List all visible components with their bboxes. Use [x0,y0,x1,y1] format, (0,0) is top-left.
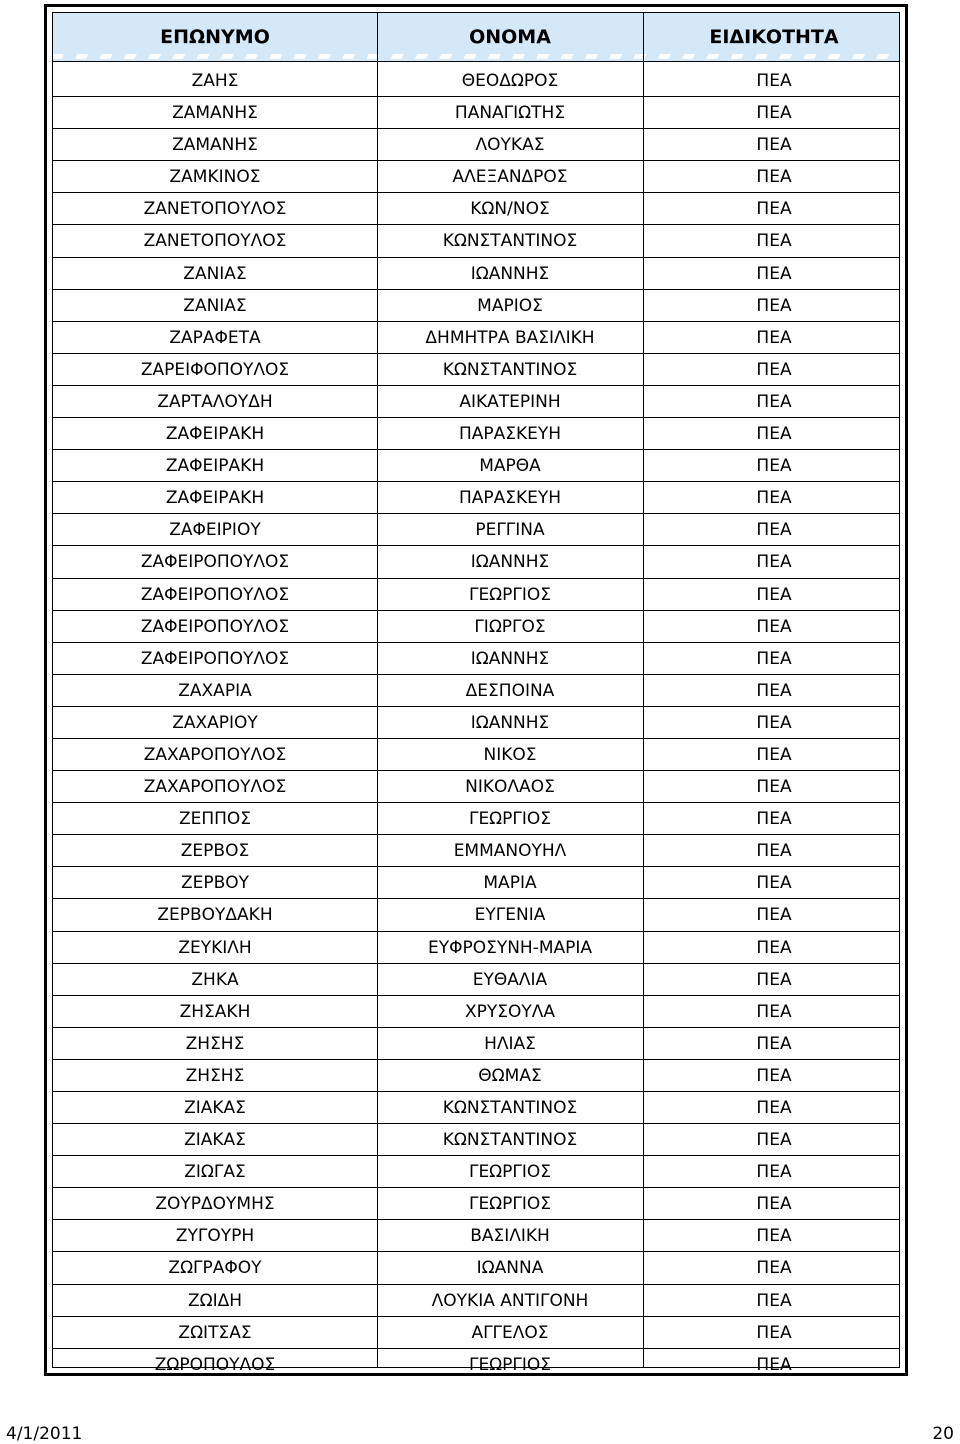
cell-surname: ΖΑΧΑΡΟΠΟΥΛΟΣ [143,777,287,798]
cell-specialty: ΠΕΑ [756,199,792,220]
header-specialty: ΕΙΔΙΚΟΤΗΤΑ [709,26,839,48]
cell-specialty: ΠΕΑ [756,905,792,926]
cell-name: ΓΕΩΡΓΙΟΣ [468,809,552,830]
cell-surname: ΖΑΜΑΝΗΣ [172,103,258,124]
cell-surname: ΖΩΡΟΠΟΥΛΟΣ [154,1354,276,1375]
table-header-row [53,13,899,62]
cell-specialty: ΠΕΑ [756,1258,792,1279]
cell-name: ΔΗΜΗΤΡΑ ΒΑΣΙΛΙΚΗ [425,327,595,348]
cell-name: ΚΩΝΣΤΑΝΤΙΝΟΣ [442,1098,578,1118]
table-row [53,899,899,931]
cell-name: ΗΛΙΑΣ [484,1033,536,1054]
table-row [53,1156,899,1188]
staff-table [44,4,908,1376]
table-row [53,867,899,899]
cell-name: ΕΥΓΕΝΙΑ [474,905,546,926]
cell-specialty: ΠΕΑ [756,1290,792,1311]
cell-name: ΚΩΝΣΤΑΝΤΙΝΟΣ [442,231,578,252]
cell-name: ΑΙΚΑΤΕΡΙΝΗ [459,391,561,412]
table-row [53,386,899,418]
cell-specialty: ΠΕΑ [756,937,792,958]
cell-surname: ΖΑΦΕΙΡΟΠΟΥΛΟΣ [140,648,290,669]
table-row [53,1317,899,1349]
cell-specialty: ΠΕΑ [756,809,792,830]
cell-surname: ΖΩΓΡΑΦΟΥ [168,1258,262,1279]
cell-specialty: ΠΕΑ [756,1226,792,1247]
cell-specialty: ΠΕΑ [756,777,792,798]
page-number: 20 [932,1424,954,1444]
table-row [53,161,899,193]
table-row [53,579,899,611]
table-row [53,611,899,643]
cell-specialty: ΠΕΑ [756,712,792,733]
cell-specialty: ΠΕΑ [756,584,792,605]
header-dashed-stripe [53,54,899,59]
cell-specialty: ΠΕΑ [756,744,792,765]
table-row [53,1252,899,1284]
cell-surname: ΖΑΦΕΙΡΟΠΟΥΛΟΣ [140,552,290,573]
table-row [53,450,899,482]
cell-surname: ΖΑΝΙΑΣ [183,295,247,316]
cell-name: ΜΑΡΘΑ [479,456,541,477]
table-row [53,418,899,450]
cell-surname: ΖΑΗΣ [191,71,239,91]
cell-name: ΓΕΩΡΓΙΟΣ [468,584,552,605]
cell-specialty: ΠΕΑ [756,1322,792,1343]
cell-surname: ΖΗΣΗΣ [185,1065,245,1086]
cell-surname: ΖΗΣΗΣ [185,1033,245,1054]
cell-surname: ΖΥΓΟΥΡΗ [175,1226,255,1247]
cell-specialty: ΠΕΑ [756,295,792,316]
cell-name: ΒΑΣΙΛΙΚΗ [470,1226,550,1247]
cell-specialty: ΠΕΑ [756,873,792,894]
cell-surname: ΖΩΙΔΗ [187,1290,243,1311]
cell-specialty: ΠΕΑ [756,231,792,252]
cell-surname: ΖΑΝΙΑΣ [183,263,247,284]
cell-specialty: ΠΕΑ [756,1130,792,1151]
cell-specialty: ΠΕΑ [756,1194,792,1215]
cell-surname: ΖΕΥΚΙΛΗ [178,937,252,958]
cell-surname: ΖΑΧΑΡΙΑ [178,680,252,701]
cell-name: ΝΙΚΟΣ [483,744,537,765]
header-name: ΟΝΟΜΑ [469,26,551,48]
cell-name: ΙΩΑΝΝΑ [476,1258,544,1279]
cell-surname: ΖΕΡΒΟΣ [180,841,250,862]
table-row [53,1349,899,1381]
cell-specialty: ΠΕΑ [756,424,792,445]
cell-surname: ΖΑΜΚΙΝΟΣ [169,167,261,188]
cell-surname: ΖΑΦΕΙΡΟΠΟΥΛΟΣ [140,584,290,605]
staff-table-inner [52,12,900,1375]
cell-specialty: ΠΕΑ [756,1162,792,1183]
header-surname: ΕΠΩΝΥΜΟ [160,26,270,48]
table-row [53,803,899,835]
table-row [53,835,899,867]
cell-surname: ΖΙΩΓΑΣ [184,1162,246,1183]
table-row [53,482,899,514]
cell-surname: ΖΑΧΑΡΟΠΟΥΛΟΣ [143,744,287,765]
cell-specialty: ΠΕΑ [756,648,792,669]
table-row [53,290,899,322]
cell-name: ΚΩΝΣΤΑΝΤΙΝΟΣ [442,359,578,380]
cell-surname: ΖΑΦΕΙΡΟΠΟΥΛΟΣ [140,616,290,637]
cell-name: ΕΥΘΑΛΙΑ [472,969,548,990]
table-row [53,354,899,386]
cell-surname: ΖΑΦΕΙΡΑΚΗ [165,424,265,445]
cell-name: ΙΩΑΝΝΗΣ [470,648,550,669]
cell-name: ΚΩΝ/ΝΟΣ [470,199,550,220]
cell-specialty: ΠΕΑ [756,680,792,701]
table-row [53,707,899,739]
cell-name: ΙΩΑΝΝΗΣ [470,552,550,573]
table-row [53,97,899,129]
cell-specialty: ΠΕΑ [756,1354,792,1375]
cell-specialty: ΠΕΑ [756,456,792,477]
cell-surname: ΖΗΚΑ [191,969,239,990]
cell-surname: ΖΕΡΒΟΥ [180,873,250,894]
cell-specialty: ΠΕΑ [756,520,792,541]
cell-name: ΑΓΓΕΛΟΣ [471,1322,549,1343]
cell-specialty: ΠΕΑ [756,488,792,509]
cell-name: ΕΜΜΑΝΟΥΗΛ [453,841,567,862]
cell-specialty: ΠΕΑ [756,1098,792,1118]
cell-surname: ΖΩΙΤΣΑΣ [178,1322,252,1343]
table-row [53,739,899,771]
table-row [53,675,899,707]
table-row [53,1060,899,1092]
cell-name: ΕΥΦΡΟΣΥΝΗ-ΜΑΡΙΑ [427,937,593,958]
cell-name: ΠΑΝΑΓΙΩΤΗΣ [454,103,566,124]
footer-date: 4/1/2011 [6,1424,83,1444]
table-row [53,65,899,97]
cell-specialty: ΠΕΑ [756,616,792,637]
table-row [53,1188,899,1220]
cell-surname: ΖΑΡΑΦΕΤΑ [169,327,261,348]
cell-name: ΛΟΥΚΑΣ [475,135,545,156]
cell-name: ΓΕΩΡΓΙΟΣ [468,1354,552,1375]
cell-name: ΓΙΩΡΓΟΣ [474,616,546,637]
cell-name: ΜΑΡΙΟΣ [477,295,543,316]
table-row [53,1285,899,1317]
cell-name: ΙΩΑΝΝΗΣ [470,263,550,284]
cell-name: ΠΑΡΑΣΚΕΥΗ [458,424,562,445]
cell-surname: ΖΑΦΕΙΡΙΟΥ [169,520,261,541]
cell-name: ΛΟΥΚΙΑ ΑΝΤΙΓΟΝΗ [431,1290,589,1311]
table-row [53,225,899,257]
table-row [53,1028,899,1060]
cell-surname: ΖΙΑΚΑΣ [184,1130,246,1151]
cell-surname: ΖΕΡΒΟΥΔΑΚΗ [157,905,273,926]
cell-specialty: ΠΕΑ [756,135,792,156]
table-body [53,65,899,1381]
cell-specialty: ΠΕΑ [756,167,792,188]
table-row [53,1092,899,1124]
table-row [53,932,899,964]
table-row [53,1220,899,1252]
table-row [53,996,899,1028]
cell-specialty: ΠΕΑ [756,71,792,91]
cell-specialty: ΠΕΑ [756,263,792,284]
cell-specialty: ΠΕΑ [756,969,792,990]
cell-surname: ΖΕΠΠΟΣ [178,809,252,830]
cell-surname: ΖΑΧΑΡΙΟΥ [172,712,258,733]
cell-surname: ΖΑΡΤΑΛΟΥΔΗ [157,391,273,412]
cell-surname: ΖΑΝΕΤΟΠΟΥΛΟΣ [143,231,287,252]
cell-name: ΓΕΩΡΓΙΟΣ [468,1162,552,1183]
cell-name: ΡΕΓΓΙΝΑ [475,520,545,541]
table-row [53,1124,899,1156]
cell-surname: ΖΑΝΕΤΟΠΟΥΛΟΣ [143,199,287,220]
cell-name: ΝΙΚΟΛΑΟΣ [465,777,555,798]
table-row [53,258,899,290]
cell-specialty: ΠΕΑ [756,359,792,380]
cell-specialty: ΠΕΑ [756,391,792,412]
table-row [53,514,899,546]
table-row [53,129,899,161]
cell-specialty: ΠΕΑ [756,552,792,573]
table-row [53,193,899,225]
cell-name: ΔΕΣΠΟΙΝΑ [465,680,555,701]
cell-specialty: ΠΕΑ [756,841,792,862]
cell-name: ΚΩΝΣΤΑΝΤΙΝΟΣ [442,1130,578,1151]
cell-name: ΓΕΩΡΓΙΟΣ [468,1194,552,1215]
cell-specialty: ΠΕΑ [756,327,792,348]
cell-name: ΘΩΜΑΣ [478,1065,542,1086]
cell-surname: ΖΑΦΕΙΡΑΚΗ [165,488,265,509]
cell-surname: ΖΑΦΕΙΡΑΚΗ [165,456,265,477]
table-row [53,771,899,803]
cell-name: ΠΑΡΑΣΚΕΥΗ [458,488,562,509]
cell-name: ΙΩΑΝΝΗΣ [470,712,550,733]
cell-name: ΑΛΕΞΑΝΔΡΟΣ [452,167,568,188]
table-row [53,546,899,578]
cell-surname: ΖΑΡΕΙΦΟΠΟΥΛΟΣ [140,359,290,380]
cell-specialty: ΠΕΑ [756,103,792,124]
cell-specialty: ΠΕΑ [756,1065,792,1086]
table-row [53,964,899,996]
cell-surname: ΖΙΑΚΑΣ [184,1098,246,1118]
table-row [53,643,899,675]
cell-surname: ΖΑΜΑΝΗΣ [172,135,258,156]
table-row [53,322,899,354]
cell-name: ΧΡΥΣΟΥΛΑ [464,1001,556,1022]
cell-name: ΘΕΟΔΩΡΟΣ [461,71,559,91]
cell-surname: ΖΟΥΡΔΟΥΜΗΣ [155,1194,275,1215]
cell-name: ΜΑΡΙΑ [483,873,537,894]
cell-specialty: ΠΕΑ [756,1001,792,1022]
cell-surname: ΖΗΣΑΚΗ [179,1001,251,1022]
cell-specialty: ΠΕΑ [756,1033,792,1054]
